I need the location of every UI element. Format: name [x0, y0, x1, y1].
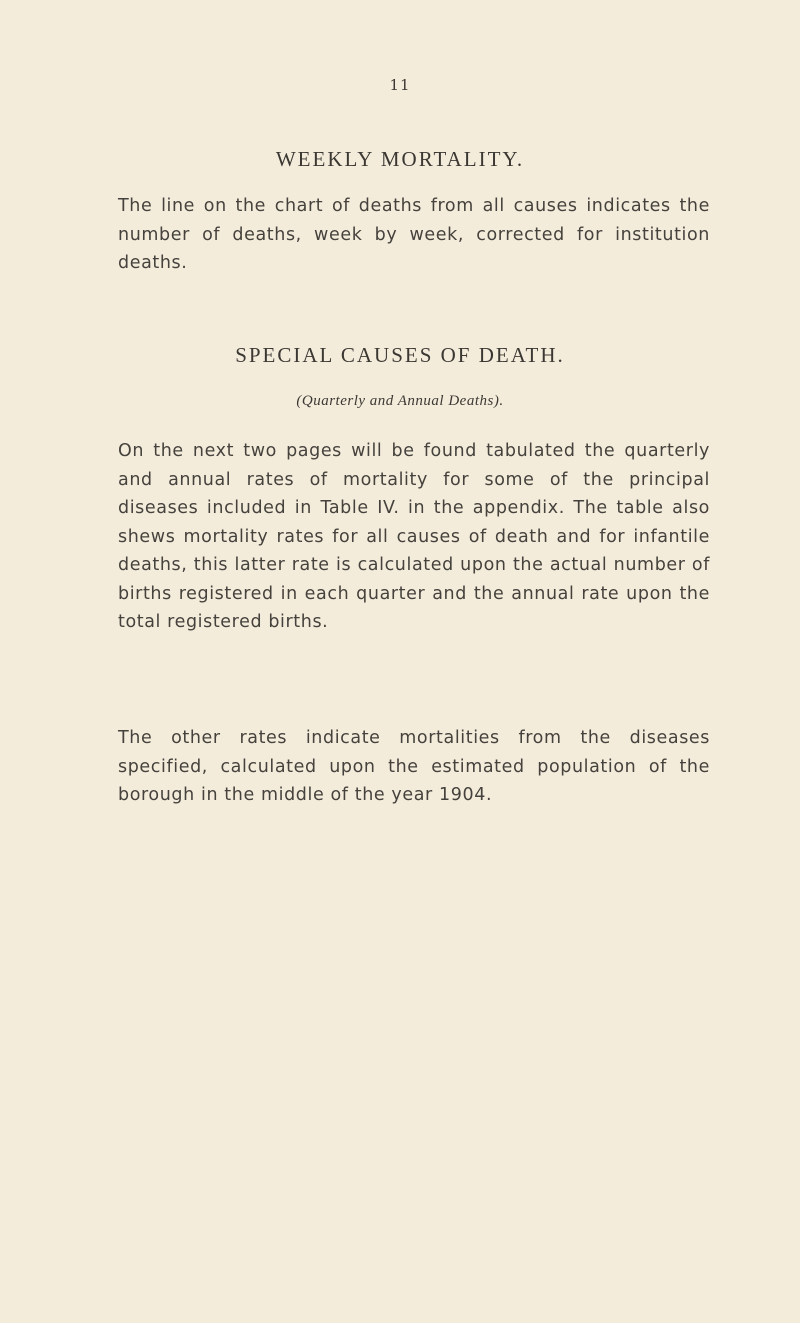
weekly-mortality-heading: WEEKLY MORTALITY.: [275, 147, 525, 171]
special-causes-subheading: (Quarterly and Annual Deaths).: [296, 393, 504, 409]
special-causes-paragraph-2: The other rates indicate mortalities from the diseases specified, calculated upon the estimated population of the borough in the middle of the year 1904.: [118, 728, 710, 805]
special-causes-heading: SPECIAL CAUSES OF DEATH.: [235, 343, 565, 367]
special-causes-paragraph-1: On the next two pages will be found tabulated the quarterly and annual rates of mortality for some of the principal diseases included in Table IV. in the appendix. The table also shews mortality rates for all causes of death and for infantile deaths, this latter rate is calculated upon the actual number of births registered in each quarter and the annual rate upon the total registered births.: [118, 441, 710, 632]
page-number: 11: [389, 76, 411, 94]
weekly-mortality-paragraph: The line on the chart of deaths from all causes indicates the number of deaths, week by week, corrected for institution deaths.: [118, 196, 710, 273]
